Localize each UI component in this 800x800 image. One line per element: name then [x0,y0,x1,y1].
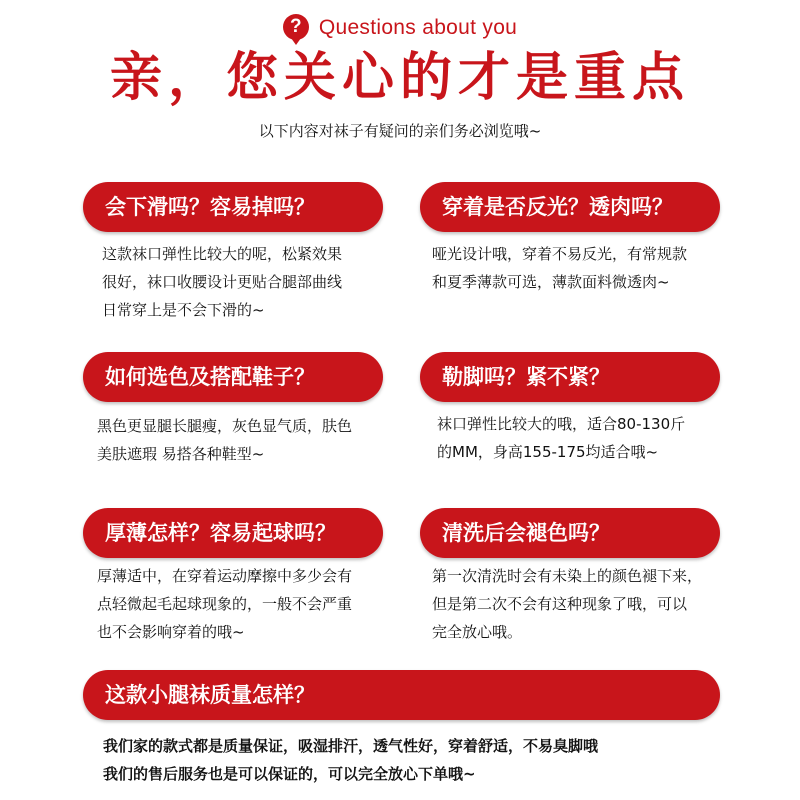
question-title: 穿着是否反光？透肉吗？ [420,182,720,232]
question-title: 会下滑吗？容易掉吗？ [83,182,383,232]
page-title: 亲，您关心的才是重点 [109,48,690,108]
answer-text: 我们家的款式都是质量保证，吸湿排汗，透气性好，穿着舒适，不易臭脚哦 我们的售后服务也是可以保证的，可以完全放心下单哦~ [103,737,599,783]
question-title: 如何选色及搭配鞋子？ [83,352,383,402]
answer-text: 第一次清洗时会有未染上的颜色褪下来， 但是第二次不会有这种现象了哦，可以 完全放心哦。 [432,567,703,641]
question-title: 勒脚吗？紧不紧？ [420,352,720,402]
header [0,14,800,42]
question-title: 清洗后会褪色吗？ [420,508,720,558]
answer-text: 哑光设计哦，穿着不易反光，有常规款 和夏季薄款可选，薄款面料微透肉~ [432,245,688,291]
question-title: 厚薄怎样？容易起球吗？ [83,508,383,558]
header-text: Questions about you [318,16,518,39]
page-subtitle: 以下内容对袜子有疑问的亲们务必浏览哦~ [258,122,542,140]
answer-text: 袜口弹性比较大的哦，适合80-130斤 的MM，身高155-175均适合哦~ [437,415,686,461]
answer-text: 厚薄适中，在穿着运动摩擦中多少会有 点轻微起毛起球现象的，一般不会严重 也不会影响穿着的哦~ [97,567,353,641]
question-title: 这款小腿袜质量怎样？ [83,670,720,720]
question-bubble-icon: ? [283,14,311,42]
answer-text: 黑色更显腿长腿瘦，灰色显气质，肤色 美肤遮瑕 易搭各种鞋型~ [97,417,353,463]
answer-text: 这款袜口弹性比较大的呢，松紧效果 很好，袜口收腰设计更贴合腿部曲线 日常穿上是不会下滑的~ [102,245,343,319]
